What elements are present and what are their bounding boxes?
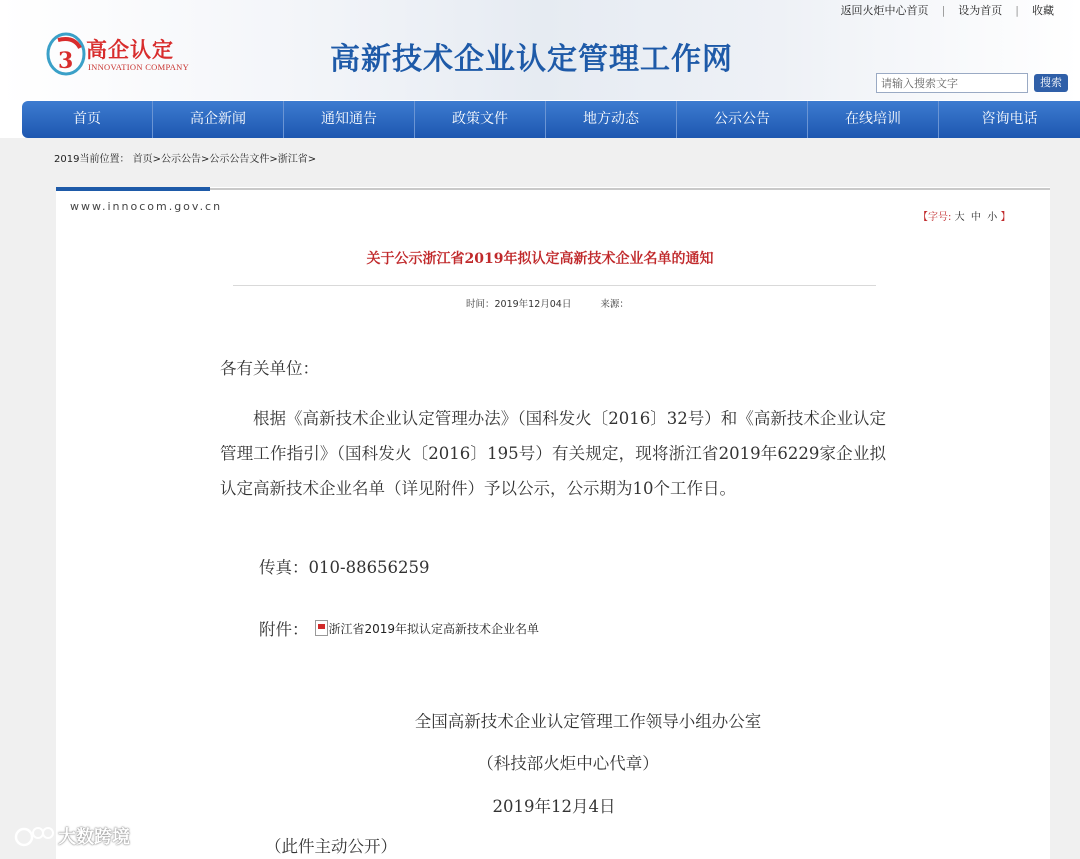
signature-org: 全国高新技术企业认定管理工作领导小组办公室 [414,712,762,731]
top-links [841,2,1054,18]
publish-time: 时间：2019年12月04日 [466,299,572,310]
font-size-big-link[interactable]: 大 [954,212,965,223]
breadcrumb [54,150,316,165]
separator: | [1015,3,1019,17]
main-nav [22,101,1080,138]
logo-text-en: INNOVATION COMPANY [88,62,190,72]
font-size-mid-link[interactable]: 中 [970,212,981,223]
logo-text-cn: 高企认定 [86,38,174,62]
nav-item-home[interactable]: 首页 [22,101,153,138]
font-size-small-link[interactable]: 小 [987,212,998,223]
attachment-link[interactable]: 浙江省2019年拟认定高新技术企业名单 [328,621,540,636]
attachment-label: 附件： [259,620,309,639]
site-header [0,0,1080,100]
public-note: （此件主动公开） [265,837,397,856]
article-paragraph: 根据《高新技术企业认定管理办法》（国科发火〔2016〕32号）和《高新技术企业认定管理工作指引》（国科发火〔2016〕195号）有关规定，现将浙江省2019年6229家企业拟认定高新技术企业名单（详见附件）予以公示，公示期为10个工作日。 [220,409,886,498]
divider [210,188,1050,190]
font-size-suffix: 】 [1000,212,1011,223]
watermark [14,823,130,849]
font-size-switcher [918,208,1010,223]
site-domain: www.innocom.gov.cn [70,200,223,213]
breadcrumb-path[interactable]: 首页>公示公告>公示公告文件>浙江省> [132,154,317,165]
signature-seal: （科技部火炬中心代章） [477,754,659,773]
nav-item-announcements[interactable]: 公示公告 [677,101,808,138]
back-to-torch-home-link[interactable]: 返回火炬中心首页 [840,4,929,17]
nav-item-online-training[interactable]: 在线培训 [808,101,939,138]
fax-number: 传真：010-88656259 [259,558,430,577]
article-meta [466,296,629,310]
search-box [876,73,1068,93]
font-size-prefix: 【字号: [918,212,952,223]
tab-indicator [56,187,210,191]
set-homepage-link[interactable]: 设为首页 [958,4,1003,17]
nav-item-policy[interactable]: 政策文件 [415,101,546,138]
watermark-text: 大数跨境 [58,827,130,848]
nav-item-news[interactable]: 高企新闻 [153,101,284,138]
site-title: 高新技术企业认定管理工作网 [330,42,733,77]
nav-item-notices[interactable]: 通知通告 [284,101,415,138]
nav-item-local-news[interactable]: 地方动态 [546,101,677,138]
bookmark-link[interactable]: 收藏 [1032,4,1054,17]
article-title: 关于公示浙江省2019年拟认定高新技术企业名单的通知 [366,251,714,267]
search-button[interactable]: 搜索 [1034,74,1068,92]
separator: | [941,3,946,17]
search-input[interactable] [876,73,1028,93]
breadcrumb-label: 2019当前位置： [54,154,130,165]
article-source: 来源： [600,299,629,310]
watermark-logo-icon [14,825,56,847]
salutation: 各有关单位： [220,359,319,378]
svg-text:3: 3 [58,48,74,74]
pdf-file-icon [315,620,328,636]
nav-item-hotline[interactable]: 咨询电话 [981,111,1038,127]
logo-emblem-icon [44,26,88,80]
signature-date: 2019年12月4日 [492,797,616,816]
divider [233,285,876,286]
attachment [259,616,539,640]
site-logo[interactable] [44,26,224,86]
